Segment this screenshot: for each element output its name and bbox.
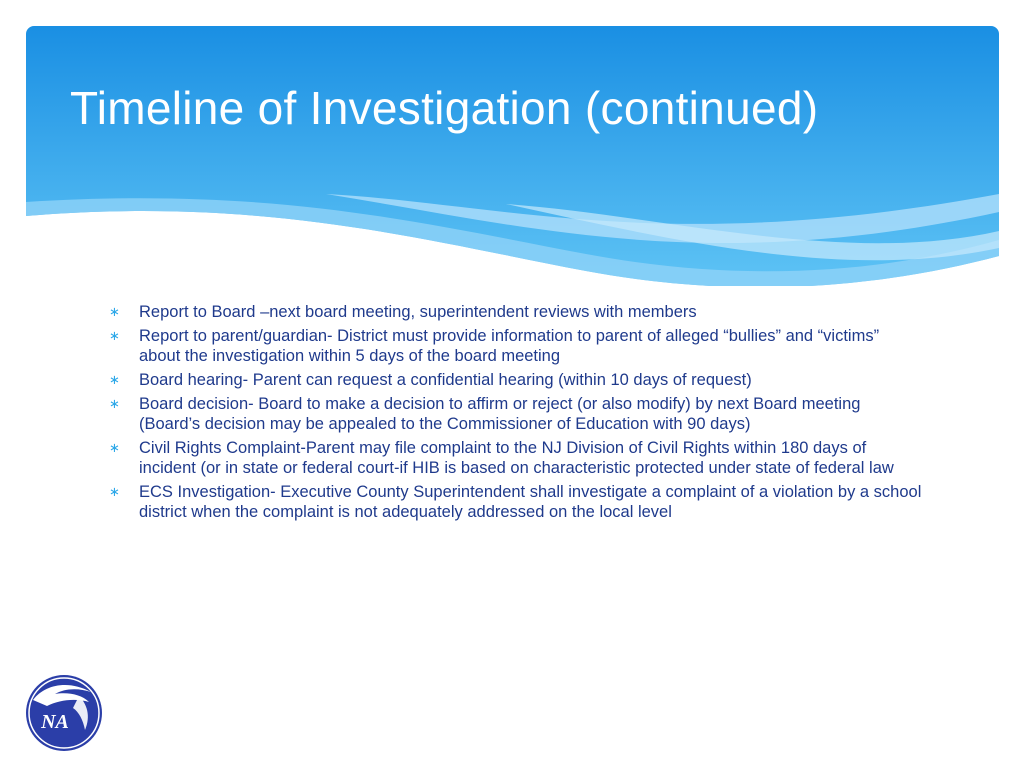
bullet-star-icon: ∗ <box>109 440 120 455</box>
bullet-text: Civil Rights Complaint-Parent may file complaint to the NJ Division of Civil Rights within 180 days of incident (or in state or federal court-if HIB is based on characteristic protected under state of federal law <box>139 439 894 477</box>
bullet-text: ECS Investigation- Executive County Superintendent shall investigate a complaint of a violation by a school district when the complaint is not adequately addressed on the local level <box>139 483 922 521</box>
bullet-item <box>107 438 922 478</box>
bullet-text: Report to Board –next board meeting, superintendent reviews with members <box>139 303 697 321</box>
bullet-item <box>107 394 922 434</box>
bullet-text: Board hearing- Parent can request a confidential hearing (within 10 days of request) <box>139 371 752 389</box>
bullet-text: Report to parent/guardian- District must provide information to parent of alleged “bullies” and “victims” about the investigation within 5 days of the board meeting <box>139 327 880 365</box>
banner-wave-graphic <box>26 26 999 286</box>
title-banner <box>26 26 999 286</box>
bullet-item <box>107 370 922 390</box>
bullet-star-icon: ∗ <box>109 396 120 411</box>
bullet-text: Board decision- Board to make a decision to affirm or reject (or also modify) by next Board meeting (Board’s decision may be appealed to the Commissioner of Education with 90 days) <box>139 395 861 433</box>
bullet-star-icon: ∗ <box>109 372 120 387</box>
bullet-item <box>107 302 922 322</box>
bullet-item <box>107 482 922 522</box>
bullet-star-icon: ∗ <box>109 304 120 319</box>
bullet-list <box>107 302 922 526</box>
school-logo-icon <box>25 674 103 752</box>
bullet-star-icon: ∗ <box>109 328 120 343</box>
slide-title: Timeline of Investigation (continued) <box>70 82 819 134</box>
bullet-star-icon: ∗ <box>109 484 120 499</box>
bullet-item <box>107 326 922 366</box>
logo-text: NA <box>41 711 69 733</box>
